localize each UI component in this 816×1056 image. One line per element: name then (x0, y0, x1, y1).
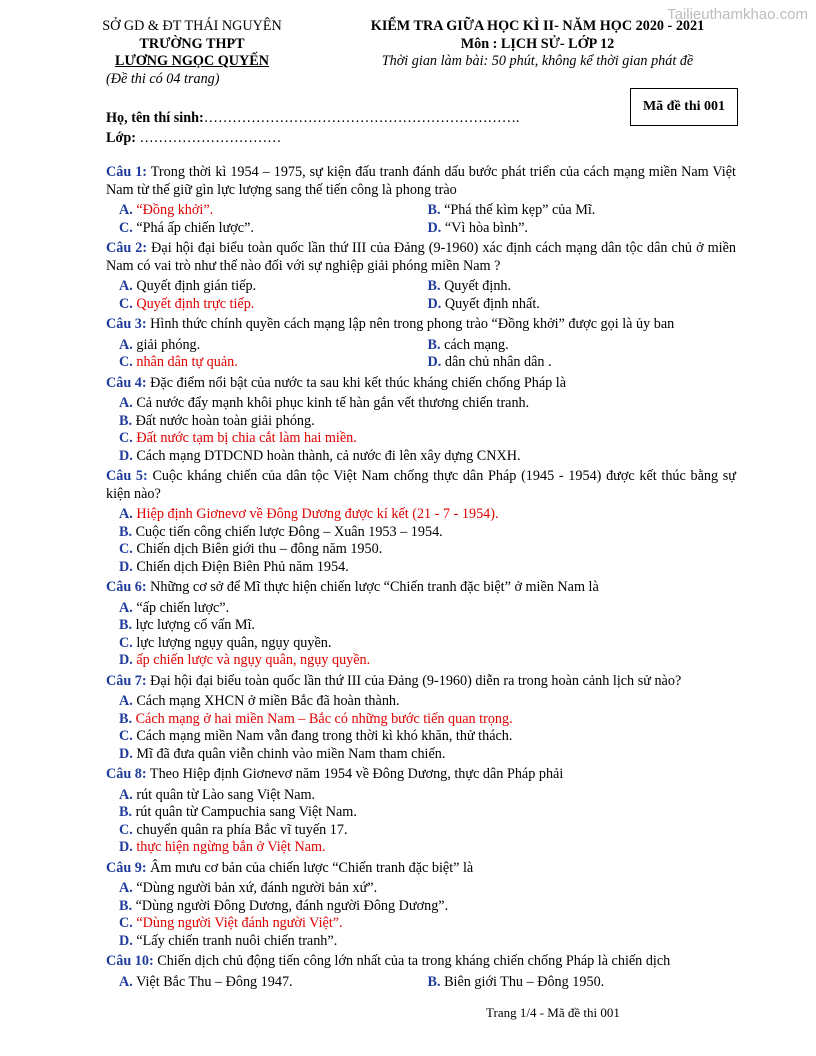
question-text: Đặc điểm nổi bật của nước ta sau khi kết thúc kháng chiến chống Pháp là (150, 374, 567, 391)
student-name-line (106, 108, 519, 128)
option-text: thực hiện ngừng bắn ở Việt Nam. (136, 839, 326, 855)
option-a (119, 600, 736, 618)
option-text: lực lượng ngụy quân, ngụy quyền. (136, 634, 332, 651)
option-b (428, 974, 737, 992)
option-text: rút quân từ Lào sang Việt Nam. (136, 786, 316, 803)
options-10 (106, 974, 736, 992)
option-text: Mĩ đã đưa quân viễn chinh vào miền Nam tham chiến. (136, 745, 446, 762)
options-8 (106, 787, 736, 857)
option-a (119, 202, 428, 220)
option-letter: B. (119, 897, 133, 914)
question-text: Theo Hiệp định Giơnevơ năm 1954 về Đông Dương, thực dân Pháp phải (149, 766, 564, 782)
option-text: Quyết định. (444, 278, 512, 294)
exam-title: KIỂM TRA GIỮA HỌC KÌ II- NĂM HỌC 2020 - 2021 (370, 18, 705, 34)
option-c (119, 220, 428, 238)
name-label: Họ, tên thí sinh: (106, 110, 204, 126)
student-info (106, 108, 519, 148)
option-text: Đất nước tạm bị chia cắt làm hai miền. (136, 430, 357, 446)
question-text: Đại hội đại biểu toàn quốc lần thứ III của Đảng (9-1960) xác định cách mạng dân tộc dân chủ ở miền Nam có vai trò như thế nào đối với sự nghiệp giải phóng miền Nam ? (106, 240, 736, 274)
option-letter: A. (119, 973, 133, 990)
option-c (119, 635, 736, 653)
option-text: “Dùng người bản xứ, đánh người bản xứ”. (136, 880, 378, 896)
option-letter: C. (119, 219, 133, 236)
option-letter: D. (119, 839, 133, 855)
option-letter: D. (427, 295, 442, 312)
question-number: Câu 7: (106, 672, 147, 689)
option-a (119, 974, 428, 992)
option-b (119, 524, 736, 542)
option-d (428, 220, 737, 238)
option-text: Cuộc tiến công chiến lược Đông – Xuân 1953 – 1954. (135, 523, 443, 540)
question-2 (106, 240, 736, 275)
option-c (119, 822, 736, 840)
option-letter: C. (119, 915, 133, 931)
option-b (119, 413, 736, 431)
subject: Môn : LỊCH SỬ- LỚP 12 (460, 35, 615, 52)
option-letter: D. (427, 219, 442, 236)
option-b (428, 202, 737, 220)
options-5 (106, 506, 736, 576)
name-dots: …………………………………………………………. (203, 110, 520, 126)
option-text: “Lấy chiến tranh nuôi chiến tranh”. (136, 932, 338, 949)
option-letter: A. (119, 506, 133, 522)
question-number: Câu 9: (106, 859, 147, 876)
option-text: “Dùng người Việt đánh người Việt”. (136, 915, 343, 931)
option-d (119, 559, 736, 577)
option-d (119, 746, 736, 764)
exam-code-box: Mã đề thi 001 (630, 88, 738, 126)
time-note: Thời gian làm bài: 50 phút, không kể thời gian phát đề (381, 53, 694, 69)
option-text: Cả nước đẩy mạnh khôi phục kinh tế hàn gắn vết thương chiến tranh. (136, 395, 530, 411)
option-text: Chiến dịch Biên giới thu – đông năm 1950. (136, 541, 383, 557)
option-letter: C. (119, 295, 133, 312)
options-1 (106, 202, 736, 237)
option-a (119, 693, 736, 711)
option-letter: C. (119, 354, 133, 370)
question-text: Đại hội đại biểu toàn quốc lần thứ III của Đảng (9-1960) diễn ra trong hoàn cảnh lịch sử nào? (150, 672, 682, 689)
option-d (428, 354, 737, 372)
option-letter: D. (119, 652, 133, 668)
questions-list (106, 164, 736, 994)
option-text: Quyết định gián tiếp. (136, 278, 257, 294)
option-text: nhân dân tự quản. (136, 354, 238, 370)
page-footer: Trang 1/4 - Mã đề thi 001 (486, 1005, 620, 1020)
option-text: Quyết định nhất. (444, 295, 540, 312)
option-b (119, 804, 736, 822)
option-text: Hiệp định Giơnevơ về Đông Dương được kí kết (21 - 7 - 1954). (136, 506, 499, 522)
option-a (119, 395, 736, 413)
question-number: Câu 3: (106, 316, 147, 332)
option-letter: D. (119, 558, 133, 575)
option-d (119, 839, 736, 857)
options-4 (106, 395, 736, 465)
option-text: “Đồng khởi”. (136, 202, 214, 218)
class-dots: ………………………… (139, 130, 282, 146)
option-letter: B. (119, 617, 133, 633)
option-letter: A. (119, 395, 133, 411)
option-letter: A. (119, 278, 133, 294)
option-text: Cách mạng DTDCND hoàn thành, cả nước đi lên xây dựng CNXH. (136, 447, 521, 464)
question-text: Cuộc kháng chiến của dân tộc Việt Nam chống thực dân Pháp (1945 - 1954) được kết thúc bằng sự kiện nào? (106, 468, 736, 502)
option-letter: B. (427, 278, 441, 294)
option-d (119, 933, 736, 951)
options-6 (106, 600, 736, 670)
option-text: “ấp chiến lược”. (136, 599, 230, 616)
option-letter: B. (119, 804, 133, 820)
option-letter: A. (119, 599, 133, 616)
option-letter: D. (119, 932, 133, 949)
question-number: Câu 4: (106, 374, 147, 391)
option-text: Cách mạng ở hai miền Nam – Bắc có những bước tiến quan trọng. (135, 710, 513, 727)
question-4 (106, 375, 736, 393)
option-c (119, 296, 428, 314)
class-label: Lớp: (106, 130, 136, 146)
header-right (330, 18, 745, 71)
option-text: Chiến dịch Điện Biên Phủ năm 1954. (136, 558, 349, 575)
option-letter: B. (427, 973, 441, 990)
question-text: Trong thời kì 1954 – 1975, sự kiện đấu tranh đánh dấu bước phát triển của cách mạng miền Nam Việt Nam từ thế giữ gìn lực lượng sang thế tiến công là phong trào (106, 164, 736, 198)
option-text: “Phá thế kìm kẹp” của Mĩ. (444, 202, 596, 218)
question-text: Âm mưu cơ bản của chiến lược “Chiến tranh đặc biệt” là (150, 859, 474, 876)
option-letter: D. (119, 447, 133, 464)
question-3 (106, 316, 736, 334)
option-a (119, 506, 736, 524)
option-letter: A. (119, 693, 133, 709)
option-letter: A. (119, 786, 133, 803)
option-c (119, 728, 736, 746)
option-d (428, 296, 737, 314)
options-3 (106, 337, 736, 372)
option-text: “Vì hòa bình”. (444, 219, 528, 236)
watermark: Tailieuthamkhao.com (667, 6, 808, 23)
question-text: Hình thức chính quyền cách mạng lập nên trong phong trào “Đồng khởi” được gọi là ủy ban (150, 316, 675, 332)
option-c (119, 430, 736, 448)
option-text: giải phóng. (136, 336, 201, 353)
option-text: Cách mạng miền Nam vẫn đang trong thời kì khó khăn, thử thách. (136, 728, 513, 744)
option-letter: A. (119, 880, 133, 896)
question-number: Câu 8: (106, 766, 147, 782)
question-5 (106, 468, 736, 503)
school-type: TRƯỜNG THPT (139, 35, 245, 52)
option-b (428, 278, 737, 296)
option-text: lực lượng cố vấn Mĩ. (135, 617, 255, 633)
question-text: Những cơ sở để Mĩ thực hiện chiến lược “Chiến tranh đặc biệt” ở miền Nam là (150, 579, 599, 595)
option-b (119, 617, 736, 635)
option-letter: C. (119, 634, 133, 651)
option-letter: B. (119, 523, 133, 540)
question-8 (106, 766, 736, 784)
department: SỞ GD & ĐT THÁI NGUYÊN (102, 18, 282, 34)
option-text: Quyết định trực tiếp. (136, 295, 255, 312)
question-9 (106, 860, 736, 878)
option-letter: C. (119, 430, 133, 446)
option-text: Đất nước hoàn toàn giải phóng. (135, 412, 315, 429)
option-a (119, 278, 428, 296)
question-number: Câu 10: (106, 953, 154, 969)
option-letter: B. (119, 710, 133, 727)
option-letter: B. (119, 412, 133, 429)
question-number: Câu 6: (106, 579, 147, 595)
option-text: dân chủ nhân dân . (444, 354, 552, 370)
option-c (119, 541, 736, 559)
option-text: rút quân từ Campuchia sang Việt Nam. (135, 804, 357, 820)
option-letter: D. (119, 745, 133, 762)
option-letter: A. (119, 202, 133, 218)
student-class-line (106, 128, 519, 148)
option-d (119, 652, 736, 670)
question-number: Câu 1: (106, 164, 148, 180)
option-a (119, 337, 428, 355)
question-number: Câu 2: (106, 240, 148, 256)
question-10 (106, 953, 736, 971)
option-letter: B. (427, 202, 441, 218)
option-text: ấp chiến lược và ngụy quân, ngụy quyền. (136, 652, 371, 668)
option-letter: C. (119, 728, 133, 744)
option-b (119, 711, 736, 729)
option-a (119, 880, 736, 898)
question-6 (106, 579, 736, 597)
option-c (119, 354, 428, 372)
option-letter: A. (119, 336, 133, 353)
option-text: Biên giới Thu – Đông 1950. (444, 973, 605, 990)
pages-note: (Đề thi có 04 trang) (106, 70, 220, 87)
options-9 (106, 880, 736, 950)
question-text: Chiến dịch chủ động tiến công lớn nhất của ta trong kháng chiến chống Pháp là chiến dịch (157, 953, 671, 969)
option-d (119, 448, 736, 466)
option-letter: C. (119, 541, 133, 557)
option-b (428, 337, 737, 355)
option-text: chuyển quân ra phía Bắc vĩ tuyến 17. (136, 821, 348, 838)
option-letter: D. (427, 354, 442, 370)
option-text: Việt Bắc Thu – Đông 1947. (136, 973, 293, 990)
header-left (92, 18, 292, 88)
option-text: cách mạng. (444, 336, 509, 353)
option-b (119, 898, 736, 916)
question-1 (106, 164, 736, 199)
option-letter: B. (427, 336, 441, 353)
option-text: “Phá ấp chiến lược”. (136, 219, 254, 236)
school-name: LƯƠNG NGỌC QUYẾN (115, 53, 269, 69)
option-text: “Dùng người Đông Dương, đánh người Đông Dương”. (135, 897, 449, 914)
question-7 (106, 673, 736, 691)
option-text: Cách mạng XHCN ở miền Bắc đã hoàn thành. (136, 693, 400, 709)
question-number: Câu 5: (106, 468, 148, 484)
options-7 (106, 693, 736, 763)
options-2 (106, 278, 736, 313)
option-a (119, 787, 736, 805)
option-c (119, 915, 736, 933)
option-letter: C. (119, 821, 133, 838)
